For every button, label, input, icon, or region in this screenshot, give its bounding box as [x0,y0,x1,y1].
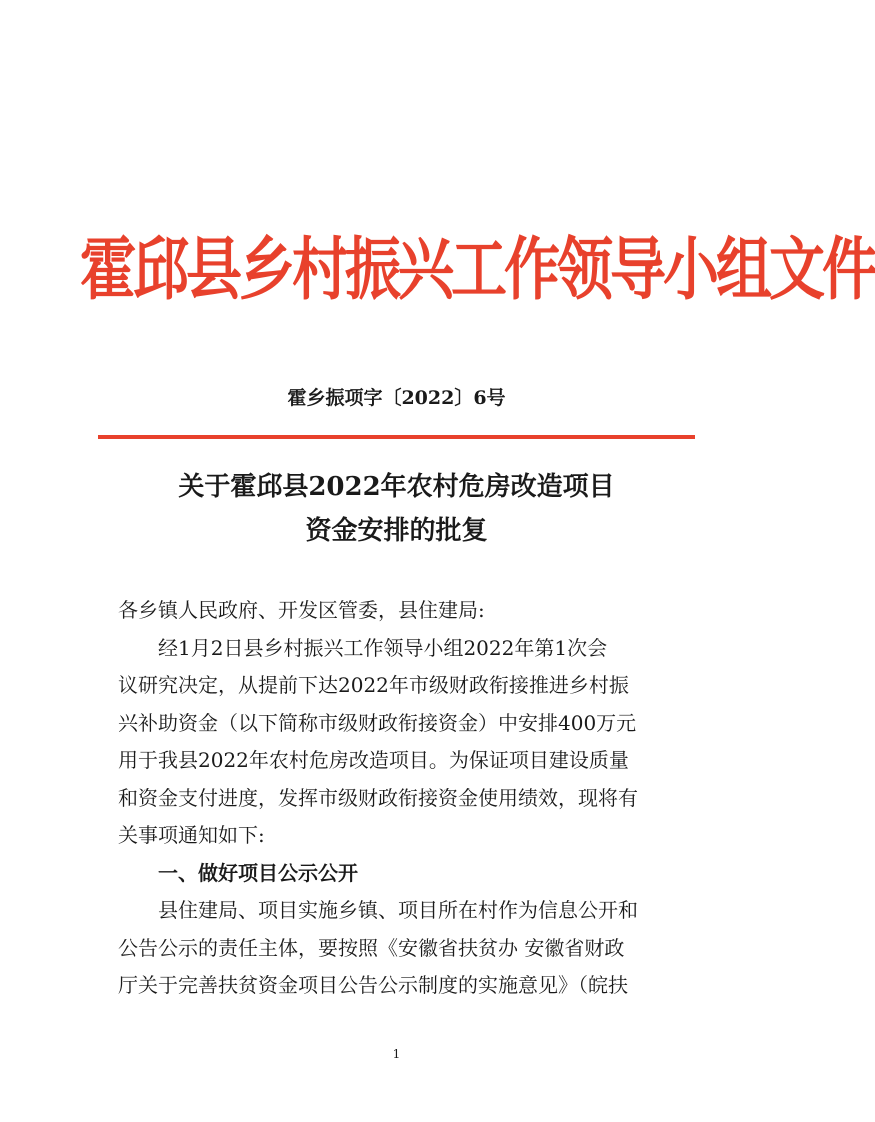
paragraph-1-line: 用于我县2022年农村危房改造项目。为保证项目建设质量 [118,748,629,772]
section-heading: 一、做好项目公示公开 [158,860,358,885]
paragraph-2-line: 公告公示的责任主体，要按照《安徽省扶贫办 安徽省财政 [118,935,625,960]
page-number: 1 [392,1047,401,1061]
paragraph-2-line: 县住建局、项目实施乡镇、项目所在村作为信息公开和 [158,898,638,922]
document-body [118,592,688,1005]
paragraph-1-line: 关事项通知如下: [118,823,265,847]
salutation: 各乡镇人民政府、开发区管委，县住建局: [118,598,485,622]
document-number: 霍乡振项字〔2022〕6号 [287,387,506,409]
paragraph-1-line: 经1月2日县乡村振兴工作领导小组2022年第1次会 [158,635,608,660]
paragraph-1-line: 兴补助资金（以下简称市级财政衔接资金）中安排400万元 [118,710,637,735]
paragraph-1-line: 议研究决定，从提前下达2022年市级财政衔接推进乡村振 [118,673,629,697]
red-divider-line [98,435,695,439]
title-line-1: 关于霍邱县2022年农村危房改造项目 [178,472,615,502]
paragraph-1-line: 和资金支付进度，发挥市级财政衔接资金使用绩效，现将有 [118,785,638,810]
document-title [0,465,793,553]
title-line-2: 资金安排的批复 [305,516,488,546]
masthead-title: 霍邱县乡村振兴工作领导小组文件 [80,230,875,310]
paragraph-2-line: 厅关于完善扶贫资金项目公告公示制度的实施意见》（皖扶 [118,973,628,997]
